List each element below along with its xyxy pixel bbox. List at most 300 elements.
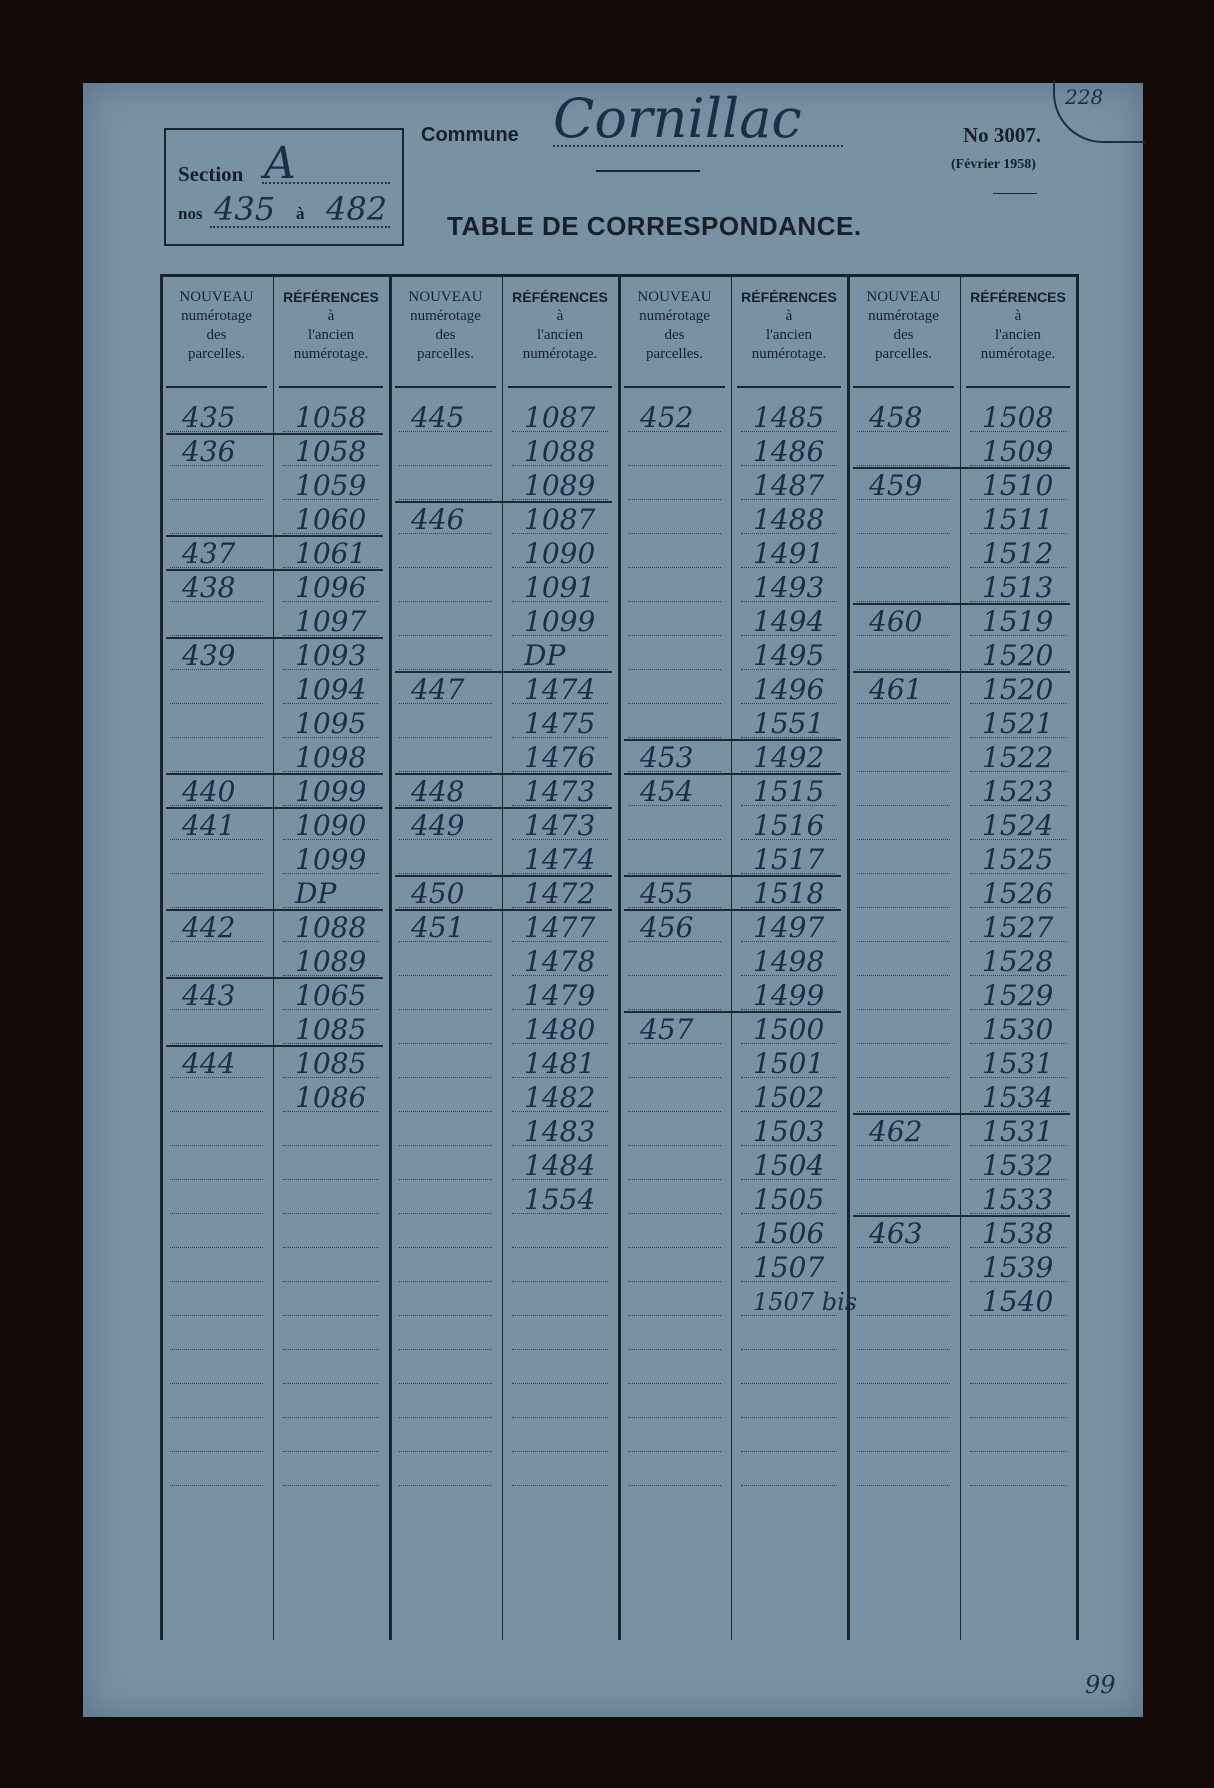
old-reference-number: 1058	[295, 401, 367, 434]
old-reference-number: 1519	[982, 605, 1054, 638]
row-dotted-line	[170, 771, 263, 772]
row-dotted-line	[399, 1009, 492, 1010]
old-reference-number: 1512	[982, 537, 1054, 570]
commune-value: Cornillac	[553, 87, 802, 150]
row-dotted-line	[170, 1315, 263, 1316]
row-dotted-line	[628, 1077, 721, 1078]
row-dotted-line	[741, 1383, 837, 1384]
commune-dotted-line	[553, 145, 843, 147]
header-references-line: RÉFÉRENCES	[741, 289, 837, 305]
old-reference-number: 1058	[295, 435, 367, 468]
old-reference-number: 1508	[982, 401, 1054, 434]
row-dotted-line	[970, 1349, 1066, 1350]
old-reference-number: 1491	[753, 537, 825, 570]
old-reference-number: 1509	[982, 435, 1054, 468]
parcel-number: 445	[411, 401, 465, 434]
row-dotted-line	[628, 601, 721, 602]
parcel-number: 440	[182, 775, 236, 808]
old-reference-number: 1532	[982, 1149, 1054, 1182]
row-dotted-line	[857, 1111, 950, 1112]
header-references-line: numérotage.	[522, 346, 598, 362]
header-references-line: l'ancien	[994, 327, 1041, 343]
row-dotted-line	[970, 1383, 1066, 1384]
row-dotted-line	[857, 1043, 950, 1044]
header-references-line: numérotage.	[980, 346, 1056, 362]
row-dotted-line	[399, 465, 492, 466]
header-nouveau-line: numérotage	[639, 308, 710, 324]
header-references-line: l'ancien	[307, 327, 354, 343]
parcel-number: 454	[640, 775, 694, 808]
row-dotted-line	[399, 1043, 492, 1044]
header-references-line: numérotage.	[293, 346, 369, 362]
old-reference-number: 1524	[982, 809, 1054, 842]
header-underline	[737, 386, 841, 388]
old-reference-number: 1551	[753, 707, 825, 740]
parcel-number: 460	[869, 605, 923, 638]
row-dotted-line	[399, 1383, 492, 1384]
header-underline	[395, 386, 496, 388]
row-dotted-line	[170, 737, 263, 738]
old-reference-number: 1089	[524, 469, 596, 502]
row-dotted-line	[399, 975, 492, 976]
old-reference-number: 1503	[753, 1115, 825, 1148]
header-references-line: à	[327, 308, 335, 324]
old-reference-number: 1087	[524, 401, 596, 434]
row-dotted-line	[170, 1145, 263, 1146]
old-reference-number: 1087	[524, 503, 596, 536]
old-reference-number: 1554	[524, 1183, 596, 1216]
row-dotted-line	[170, 533, 263, 534]
column-divider	[502, 274, 503, 1640]
row-dotted-line	[283, 1383, 379, 1384]
row-dotted-line	[399, 1315, 492, 1316]
old-reference-number: 1473	[524, 809, 596, 842]
row-dotted-line	[857, 873, 950, 874]
row-dotted-line	[170, 1281, 263, 1282]
row-dotted-line	[857, 975, 950, 976]
old-reference-number: 1492	[753, 741, 825, 774]
row-dotted-line	[857, 1383, 950, 1384]
group-border	[389, 274, 392, 1640]
old-reference-number: 1486	[753, 435, 825, 468]
old-reference-number: 1485	[753, 401, 825, 434]
header-underline	[279, 386, 383, 388]
parcel-number: 443	[182, 979, 236, 1012]
nos-label: nos	[178, 204, 203, 223]
old-reference-number: 1482	[524, 1081, 596, 1114]
row-dotted-line	[741, 1349, 837, 1350]
parcel-number: 459	[869, 469, 923, 502]
header-nouveau-line: parcelles.	[416, 346, 475, 362]
old-reference-number: 1088	[295, 911, 367, 944]
header-nouveau-line: NOUVEAU	[408, 289, 483, 305]
row-dotted-line	[628, 1179, 721, 1180]
header-nouveau	[162, 288, 271, 364]
row-dotted-line	[512, 1417, 608, 1418]
old-reference-number: 1520	[982, 639, 1054, 672]
header-references-line: RÉFÉRENCES	[283, 289, 379, 305]
old-reference-number: 1086	[295, 1081, 367, 1114]
old-reference-number: 1539	[982, 1251, 1054, 1284]
header-references	[275, 288, 387, 364]
row-dotted-line	[170, 1043, 263, 1044]
row-dotted-line	[170, 1247, 263, 1248]
old-reference-number: 1474	[524, 843, 596, 876]
row-dotted-line	[628, 1009, 721, 1010]
section-box	[164, 128, 404, 246]
row-dotted-line	[170, 1111, 263, 1112]
header-references-line: à	[1014, 308, 1022, 324]
row-dotted-line	[628, 1145, 721, 1146]
row-dotted-line	[399, 601, 492, 602]
folio-top: 228	[1065, 85, 1104, 109]
old-reference-number: 1540	[982, 1285, 1054, 1318]
parcel-number: 446	[411, 503, 465, 536]
old-reference-number: 1095	[295, 707, 367, 740]
row-dotted-line	[857, 669, 950, 670]
row-dotted-line	[283, 1417, 379, 1418]
old-reference-number: 1089	[295, 945, 367, 978]
nos-from-value: 435	[214, 190, 276, 228]
header-nouveau-line: des	[893, 327, 914, 343]
old-reference-number: 1059	[295, 469, 367, 502]
row-dotted-line	[857, 1485, 950, 1486]
old-reference-number: 1487	[753, 469, 825, 502]
old-reference-number: 1521	[982, 707, 1054, 740]
row-dotted-line	[970, 1417, 1066, 1418]
row-dotted-line	[628, 1281, 721, 1282]
header-underline	[166, 386, 267, 388]
row-dotted-line	[628, 533, 721, 534]
row-dotted-line	[512, 1451, 608, 1452]
old-reference-number: 1513	[982, 571, 1054, 604]
section-dotted-line	[262, 182, 390, 184]
folio-bottom: 99	[1085, 1671, 1116, 1699]
row-dotted-line	[283, 1485, 379, 1486]
old-reference-number: 1518	[753, 877, 825, 910]
correspondence-table	[160, 274, 1076, 1640]
row-dotted-line	[628, 1451, 721, 1452]
parcel-number: 439	[182, 639, 236, 672]
header-references	[962, 288, 1074, 364]
row-dotted-line	[628, 975, 721, 976]
row-dotted-line	[628, 465, 721, 466]
row-dotted-line	[399, 1077, 492, 1078]
row-dotted-line	[857, 771, 950, 772]
row-dotted-line	[170, 975, 263, 976]
parcel-number: 452	[640, 401, 694, 434]
header-nouveau-line: parcelles.	[645, 346, 704, 362]
row-dotted-line	[741, 1417, 837, 1418]
old-reference-number: 1474	[524, 673, 596, 706]
nos-dotted-line	[210, 226, 390, 228]
parcel-number: 438	[182, 571, 236, 604]
column-divider	[960, 274, 961, 1640]
row-dotted-line	[170, 1349, 263, 1350]
header-references-line: numérotage.	[751, 346, 827, 362]
row-dotted-line	[512, 1485, 608, 1486]
old-reference-number: 1483	[524, 1115, 596, 1148]
row-dotted-line	[857, 601, 950, 602]
old-reference-number: 1523	[982, 775, 1054, 808]
old-reference-number: 1534	[982, 1081, 1054, 1114]
old-reference-number: 1529	[982, 979, 1054, 1012]
old-reference-number: 1098	[295, 741, 367, 774]
old-reference-number: DP	[295, 877, 337, 910]
old-reference-number: 1538	[982, 1217, 1054, 1250]
old-reference-number: 1088	[524, 435, 596, 468]
header-nouveau-line: des	[435, 327, 456, 343]
old-reference-number: 1495	[753, 639, 825, 672]
nos-to-value: 482	[326, 190, 388, 228]
row-dotted-line	[399, 1349, 492, 1350]
old-reference-number: 1505	[753, 1183, 825, 1216]
old-reference-number: 1520	[982, 673, 1054, 706]
old-reference-number: 1099	[524, 605, 596, 638]
header-nouveau-line: numérotage	[868, 308, 939, 324]
group-border	[847, 274, 850, 1640]
row-dotted-line	[857, 533, 950, 534]
header-references	[504, 288, 616, 364]
old-reference-number: 1510	[982, 469, 1054, 502]
row-dotted-line	[399, 1247, 492, 1248]
old-reference-number: 1060	[295, 503, 367, 536]
row-dotted-line	[283, 1281, 379, 1282]
row-dotted-line	[399, 1145, 492, 1146]
header-references-line: à	[556, 308, 564, 324]
row-dotted-line	[399, 499, 492, 500]
old-reference-number: 1091	[524, 571, 596, 604]
nos-a-label: à	[296, 204, 305, 223]
row-dotted-line	[399, 1213, 492, 1214]
old-reference-number: 1097	[295, 605, 367, 638]
old-reference-number: 1507	[753, 1251, 825, 1284]
row-dotted-line	[399, 1451, 492, 1452]
row-dotted-line	[628, 703, 721, 704]
group-border	[1076, 274, 1079, 1640]
column-divider	[731, 274, 732, 1640]
row-dotted-line	[283, 1247, 379, 1248]
header-references-line: l'ancien	[765, 327, 812, 343]
date-rule	[993, 193, 1037, 194]
row-dotted-line	[399, 635, 492, 636]
row-dotted-line	[170, 907, 263, 908]
commune-label: Commune	[421, 124, 519, 146]
parcel-number: 456	[640, 911, 694, 944]
section-value: A	[264, 138, 296, 189]
group-border	[618, 274, 621, 1640]
old-reference-number: 1477	[524, 911, 596, 944]
parcel-number: 455	[640, 877, 694, 910]
old-reference-number: 1472	[524, 877, 596, 910]
header-underline	[966, 386, 1070, 388]
header-underline	[508, 386, 612, 388]
document-title: TABLE DE CORRESPONDANCE.	[447, 211, 862, 241]
header-nouveau-line: NOUVEAU	[637, 289, 712, 305]
old-reference-number: 1530	[982, 1013, 1054, 1046]
row-dotted-line	[170, 1383, 263, 1384]
old-reference-number: 1507 bis	[753, 1288, 858, 1316]
parcel-number: 447	[411, 673, 465, 706]
row-dotted-line	[283, 1179, 379, 1180]
header-nouveau	[620, 288, 729, 364]
parcel-number: 441	[182, 809, 236, 842]
header-nouveau	[849, 288, 958, 364]
old-reference-number: 1525	[982, 843, 1054, 876]
old-reference-number: 1494	[753, 605, 825, 638]
header-nouveau	[391, 288, 500, 364]
header-underline	[853, 386, 954, 388]
old-reference-number: 1478	[524, 945, 596, 978]
row-dotted-line	[399, 771, 492, 772]
header-underline	[624, 386, 725, 388]
row-dotted-line	[399, 1281, 492, 1282]
header-nouveau-line: des	[664, 327, 685, 343]
parcel-number: 449	[411, 809, 465, 842]
row-dotted-line	[857, 1417, 950, 1418]
old-reference-number: 1093	[295, 639, 367, 672]
row-dotted-line	[857, 1077, 950, 1078]
header-references-line: l'ancien	[536, 327, 583, 343]
row-dotted-line	[283, 1451, 379, 1452]
row-dotted-line	[857, 941, 950, 942]
old-reference-number: 1515	[753, 775, 825, 808]
parcel-number: 437	[182, 537, 236, 570]
parcel-number: 461	[869, 673, 923, 706]
parcel-number: 436	[182, 435, 236, 468]
old-reference-number: 1473	[524, 775, 596, 808]
header-nouveau-line: parcelles.	[187, 346, 246, 362]
old-reference-number: 1517	[753, 843, 825, 876]
old-reference-number: 1090	[295, 809, 367, 842]
old-reference-number: 1479	[524, 979, 596, 1012]
commune-rule	[596, 170, 700, 172]
document-date: (Février 1958)	[951, 157, 1036, 172]
row-dotted-line	[970, 1451, 1066, 1452]
header-references-line: RÉFÉRENCES	[970, 289, 1066, 305]
old-reference-number: 1496	[753, 673, 825, 706]
old-reference-number: 1526	[982, 877, 1054, 910]
row-dotted-line	[512, 1247, 608, 1248]
row-dotted-line	[628, 669, 721, 670]
row-dotted-line	[628, 567, 721, 568]
row-dotted-line	[857, 465, 950, 466]
row-dotted-line	[857, 567, 950, 568]
row-dotted-line	[857, 1315, 950, 1316]
old-reference-number: 1484	[524, 1149, 596, 1182]
header-references-line: RÉFÉRENCES	[512, 289, 608, 305]
parcel-number: 457	[640, 1013, 694, 1046]
old-reference-number: 1527	[982, 911, 1054, 944]
parcel-number: 450	[411, 877, 465, 910]
row-dotted-line	[399, 1417, 492, 1418]
row-dotted-line	[857, 1349, 950, 1350]
row-dotted-line	[628, 1417, 721, 1418]
row-dotted-line	[857, 1213, 950, 1214]
old-reference-number: 1497	[753, 911, 825, 944]
old-reference-number: 1488	[753, 503, 825, 536]
old-reference-number: 1061	[295, 537, 367, 570]
old-reference-number: 1511	[982, 503, 1054, 536]
row-dotted-line	[170, 1213, 263, 1214]
row-dotted-line	[857, 1281, 950, 1282]
header-references-line: à	[785, 308, 793, 324]
row-dotted-line	[628, 1247, 721, 1248]
header-nouveau-line: numérotage	[410, 308, 481, 324]
row-dotted-line	[170, 1451, 263, 1452]
old-reference-number: 1090	[524, 537, 596, 570]
old-reference-number: 1533	[982, 1183, 1054, 1216]
old-reference-number: 1085	[295, 1013, 367, 1046]
row-dotted-line	[170, 1485, 263, 1486]
row-dotted-line	[628, 873, 721, 874]
old-reference-number: 1498	[753, 945, 825, 978]
old-reference-number: 1481	[524, 1047, 596, 1080]
old-reference-number: 1096	[295, 571, 367, 604]
old-reference-number: 1531	[982, 1115, 1054, 1148]
row-dotted-line	[283, 1213, 379, 1214]
row-dotted-line	[628, 1111, 721, 1112]
row-dotted-line	[399, 1485, 492, 1486]
old-reference-number: 1500	[753, 1013, 825, 1046]
parcel-number: 451	[411, 911, 465, 944]
old-reference-number: 1502	[753, 1081, 825, 1114]
row-dotted-line	[399, 567, 492, 568]
old-reference-number: 1493	[753, 571, 825, 604]
row-dotted-line	[628, 737, 721, 738]
row-dotted-line	[399, 873, 492, 874]
row-dotted-line	[628, 499, 721, 500]
row-dotted-line	[399, 1111, 492, 1112]
header-nouveau-line: parcelles.	[874, 346, 933, 362]
row-dotted-line	[741, 1485, 837, 1486]
parcel-number: 463	[869, 1217, 923, 1250]
row-dotted-line	[857, 907, 950, 908]
parcel-number: 458	[869, 401, 923, 434]
row-dotted-line	[399, 1179, 492, 1180]
row-dotted-line	[857, 805, 950, 806]
row-dotted-line	[283, 1349, 379, 1350]
row-dotted-line	[512, 1383, 608, 1384]
old-reference-number: 1094	[295, 673, 367, 706]
old-reference-number: 1476	[524, 741, 596, 774]
row-dotted-line	[170, 499, 263, 500]
parcel-number: 435	[182, 401, 236, 434]
row-dotted-line	[628, 1315, 721, 1316]
document-number: No 3007.	[963, 123, 1042, 147]
row-dotted-line	[628, 1349, 721, 1350]
row-dotted-line	[170, 703, 263, 704]
row-dotted-line	[628, 839, 721, 840]
old-reference-number: 1531	[982, 1047, 1054, 1080]
row-dotted-line	[628, 1383, 721, 1384]
row-dotted-line	[628, 635, 721, 636]
row-dotted-line	[170, 1179, 263, 1180]
row-dotted-line	[857, 737, 950, 738]
group-border	[160, 274, 163, 1640]
row-dotted-line	[857, 1009, 950, 1010]
row-dotted-line	[628, 1213, 721, 1214]
row-dotted-line	[170, 1417, 263, 1418]
row-dotted-line	[170, 635, 263, 636]
column-divider	[273, 274, 274, 1640]
old-reference-number: 1516	[753, 809, 825, 842]
header-nouveau-line: NOUVEAU	[866, 289, 941, 305]
old-reference-number: 1501	[753, 1047, 825, 1080]
parcel-number: 442	[182, 911, 236, 944]
header-references	[733, 288, 845, 364]
old-reference-number: 1065	[295, 979, 367, 1012]
